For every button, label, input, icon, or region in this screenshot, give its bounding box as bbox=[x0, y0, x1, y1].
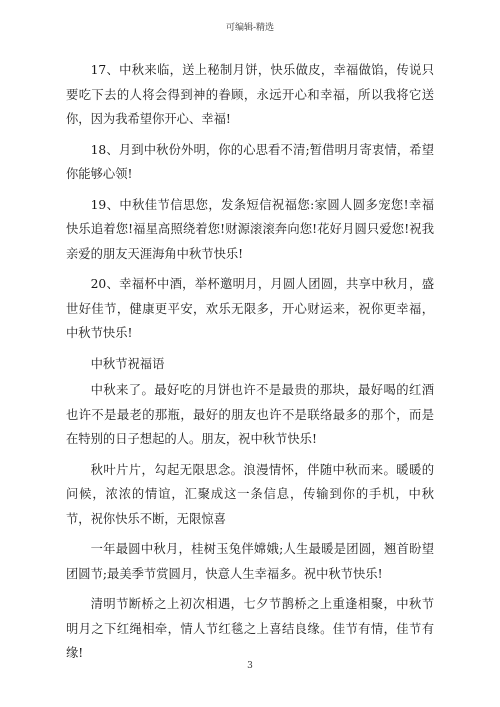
paragraph-18: 18、月到中秋份外明，你的心思看不清;暂借明月寄衷情，希望你能够心领! bbox=[66, 142, 434, 181]
blessing-paragraph: 一年最圆中秋月，桂树玉兔伴嫦娥;人生最暖是团圆，翘首盼望团圆节;最美季节赏圆月，快意人生幸福多。祝中秋节快乐! bbox=[66, 542, 434, 581]
paragraph-20: 20、幸福杯中酒，举杯邀明月，月圆人团圆，共享中秋月，盛世好佳节，健康更平安，欢乐无限多，开心财运来，祝你更幸福，中秋节快乐! bbox=[66, 277, 434, 340]
document-body bbox=[66, 58, 434, 672]
blessing-paragraph: 清明节断桥之上初次相遇，七夕节鹊桥之上重逢相聚，中秋节明月之下红绳相牵，情人节红毯之上喜结良缘。佳节有情，佳节有缘! bbox=[66, 597, 434, 660]
paragraph-19: 19、中秋佳节信思您，发条短信祝福您:家圆人圆多宠您!幸福快乐追着您!福星高照绕着您!财源滚滚奔向您!花好月圆只爱您!祝我亲爱的朋友天涯海角中秋节快乐! bbox=[66, 197, 434, 261]
page-number: 3 bbox=[247, 661, 253, 671]
blessing-paragraph: 秋叶片片，勾起无限思念。浪漫情怀，伴随中秋而来。暖暖的问候，浓浓的情谊，汇聚成这一条信息，传输到你的手机，中秋节，祝你快乐不断，无限惊喜 bbox=[66, 462, 434, 526]
blessing-paragraph: 中秋来了。最好吃的月饼也许不是最贵的那块，最好喝的红酒也许不是最老的那瓶，最好的朋友也许不是联络最多的那个，而是在特别的日子想起的人。朋友，祝中秋节快乐! bbox=[66, 383, 434, 446]
section-heading: 中秋节祝福语 bbox=[90, 356, 165, 371]
paragraph-17: 17、中秋来临，送上秘制月饼，快乐做皮，幸福做馅，传说只要吃下去的人将会得到神的眷顾，永远开心和幸福，所以我将它送你，因为我希望你开心、幸福! bbox=[66, 63, 434, 126]
page-header: 可编辑-精选 bbox=[225, 23, 275, 33]
